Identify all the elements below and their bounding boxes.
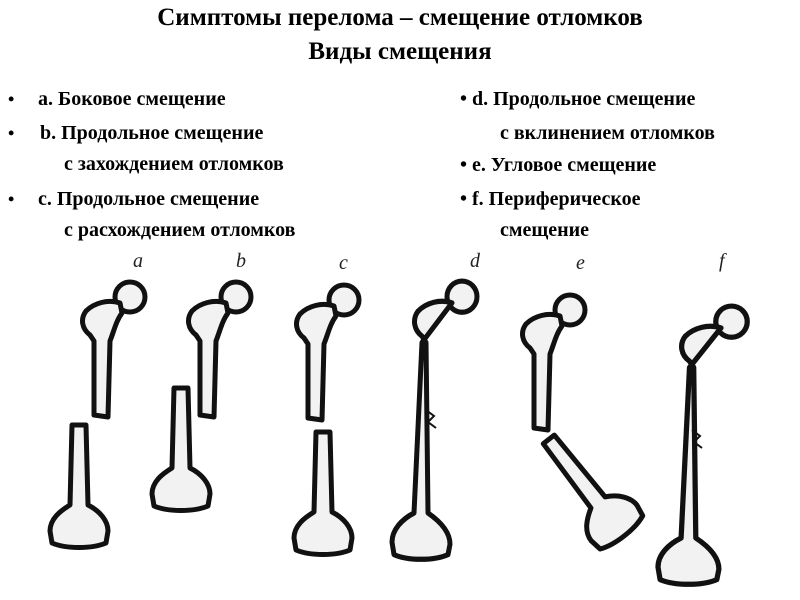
bone-c-lower <box>294 432 352 555</box>
slide-title: Симптомы перелома – смещение отломков <box>157 4 643 31</box>
figure-label-e: e <box>576 252 585 274</box>
bone-b-upper <box>189 282 251 417</box>
bullet: • <box>8 89 15 109</box>
slide-subtitle: Виды смещения <box>308 38 492 65</box>
list-item-c-line1: с. Продольное смещение <box>38 188 260 210</box>
bone-d <box>392 281 477 559</box>
figure-label-c: c <box>339 252 348 274</box>
figure-label-b: b <box>236 250 246 272</box>
list-item-f-line1: • f. Периферическое <box>460 188 641 210</box>
figure-label-a: a <box>133 250 143 272</box>
bone-e-upper <box>523 295 585 430</box>
bullet: • <box>8 123 15 143</box>
bone-a-upper <box>83 282 145 417</box>
list-item-f-line2: смещение <box>500 219 590 241</box>
list-item-e: • e. Угловое смещение <box>460 154 657 176</box>
list-item-b-line1: b. Продольное смещение <box>40 122 264 144</box>
bone-c-upper <box>297 285 359 420</box>
bullet: • <box>8 189 15 209</box>
bone-e-lower <box>526 422 647 554</box>
bone-a-lower <box>50 425 108 548</box>
figure-label-f: f <box>719 250 725 272</box>
list-item-a: a. Боковое смещение <box>38 88 226 110</box>
list-item-d-line1: • d. Продольное смещение <box>460 88 696 110</box>
list-item-d-line2: с вклинением отломков <box>500 122 715 144</box>
bone-f <box>658 306 747 584</box>
list-item-b-line2: с захождением отломков <box>64 153 284 175</box>
figure-label-d: d <box>470 250 480 272</box>
list-item-c-line2: с расхождением отломков <box>64 219 296 241</box>
